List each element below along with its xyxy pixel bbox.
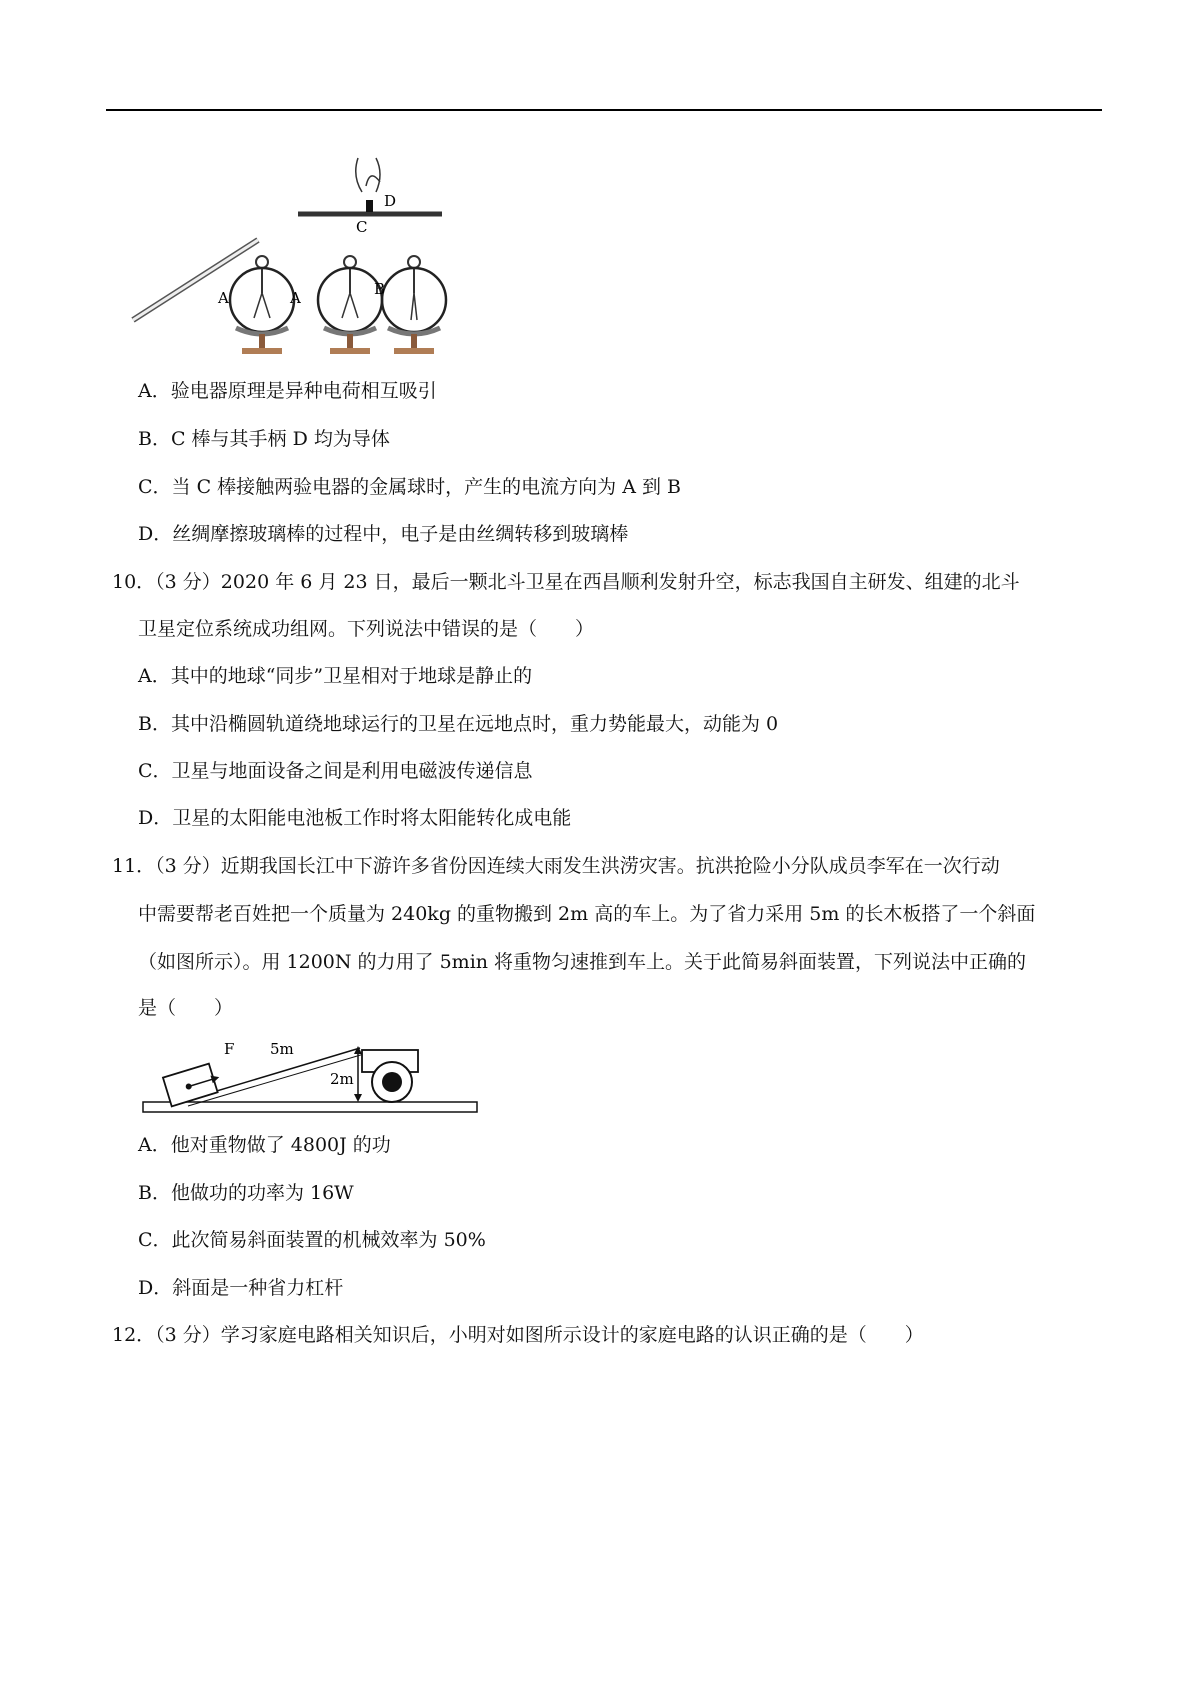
- length-label: 5m: [270, 1040, 294, 1058]
- ground: [143, 1102, 477, 1112]
- q10-option-c: C．卫星与地面设备之间是利用电磁波传递信息: [138, 760, 533, 782]
- q10-option-b: B．其中沿椭圆轨道绕地球运行的卫星在远地点时，重力势能最大，动能为 0: [138, 713, 779, 735]
- force-label: F: [224, 1040, 235, 1058]
- q12-stem-line1: 12．（3 分）学习家庭电路相关知识后，小明对如图所示设计的家庭电路的认识正确的是（ ）: [112, 1324, 924, 1346]
- label-b: B: [374, 280, 386, 298]
- q11-option-d: D．斜面是一种省力杠杆: [138, 1277, 344, 1299]
- electroscope-figure: [130, 158, 490, 358]
- header-rule: [106, 109, 1102, 111]
- incline-figure: [140, 1036, 480, 1120]
- q10-stem-line2: 卫星定位系统成功组网。下列说法中错误的是（ ）: [138, 618, 595, 640]
- metal-rod-c: [298, 158, 442, 214]
- label-c: C: [356, 218, 368, 236]
- q10-stem-line1: 10．（3 分）2020 年 6 月 23 日，最后一颗北斗卫星在西昌顺利发射升空，标志我国自主研发、组建的北斗: [112, 571, 1020, 593]
- q9-option-c: C．当 C 棒接触两验电器的金属球时，产生的电流方向为 A 到 B: [138, 476, 681, 498]
- glass-rod: [133, 240, 258, 320]
- q11-option-a: A．他对重物做了 4800J 的功: [138, 1134, 391, 1156]
- q9-option-b: B．C 棒与其手柄 D 均为导体: [138, 428, 390, 450]
- q10-option-d: D．卫星的太阳能电池板工作时将太阳能转化成电能: [138, 807, 572, 829]
- q11-stem-line3: （如图所示）。用 1200N 的力用了 5min 将重物匀速推到车上。关于此简易斜面装置，下列说法中正确的: [138, 951, 1027, 973]
- label-d: D: [384, 192, 397, 210]
- label-a-left: A: [218, 289, 229, 307]
- q11-stem-line1: 11．（3 分）近期我国长江中下游许多省份因连续大雨发生洪涝灾害。抗洪抢险小分队成员李军在一次行动: [112, 855, 1000, 877]
- height-marker: [354, 1046, 362, 1102]
- cart: [362, 1050, 418, 1102]
- q9-option-d: D．丝绸摩擦玻璃棒的过程中，电子是由丝绸转移到玻璃棒: [138, 523, 629, 545]
- label-a-mid: A: [290, 289, 301, 307]
- q11-option-b: B．他做功的功率为 16W: [138, 1182, 354, 1204]
- q11-stem-line2: 中需要帮老百姓把一个质量为 240kg 的重物搬到 2m 高的车上。为了省力采用 5m 的长木板搭了一个斜面: [138, 903, 1036, 925]
- q9-option-a: A．验电器原理是异种电荷相互吸引: [138, 380, 437, 402]
- load-box: [163, 1062, 223, 1106]
- electroscope-middle: [318, 256, 382, 354]
- electroscope-left: [230, 256, 294, 354]
- height-label: 2m: [330, 1070, 354, 1088]
- q11-stem-line4: 是（ ）: [138, 997, 234, 1019]
- electroscope-right: [382, 256, 446, 354]
- q11-option-c: C．此次简易斜面装置的机械效率为 50%: [138, 1229, 486, 1251]
- q10-option-a: A．其中的地球“同步”卫星相对于地球是静止的: [138, 665, 533, 687]
